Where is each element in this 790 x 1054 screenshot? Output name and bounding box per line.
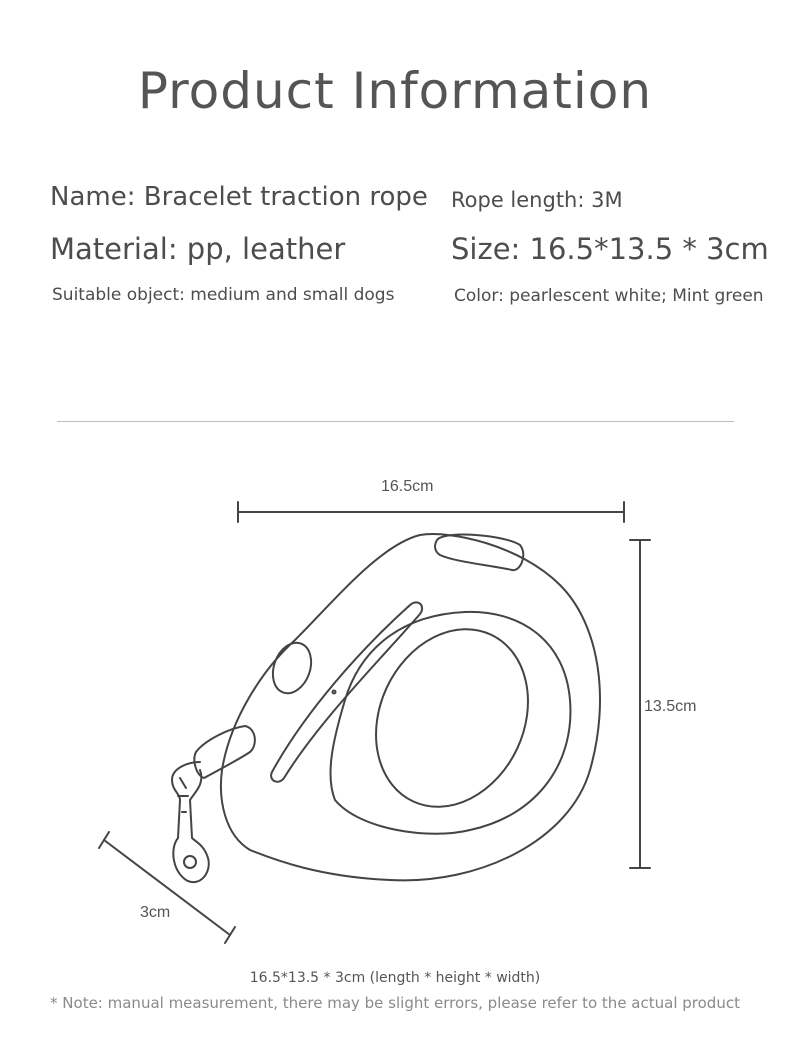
length-dimension-line xyxy=(238,502,624,522)
measurement-note: * Note: manual measurement, there may be slight errors, please refer to the actual product xyxy=(50,994,740,1012)
width-dimension-line xyxy=(99,832,235,943)
spec-name: Name: Bracelet traction rope xyxy=(50,182,428,212)
spec-size: Size: 16.5*13.5 * 3cm xyxy=(451,232,769,266)
height-label: 13.5cm xyxy=(644,698,697,715)
section-divider xyxy=(57,421,734,422)
spec-color: Color: pearlescent white; Mint green xyxy=(454,286,764,306)
width-label: 3cm xyxy=(140,904,171,921)
spec-suitable-object: Suitable object: medium and small dogs xyxy=(52,285,395,305)
page-title: Product Information xyxy=(137,62,653,120)
leash-body xyxy=(172,534,600,882)
dimension-caption: 16.5*13.5 * 3cm (length * height * width) xyxy=(249,970,541,986)
length-label: 16.5cm xyxy=(381,478,434,495)
spec-rope-length: Rope length: 3M xyxy=(451,188,623,212)
spec-material: Material: pp, leather xyxy=(50,232,346,266)
